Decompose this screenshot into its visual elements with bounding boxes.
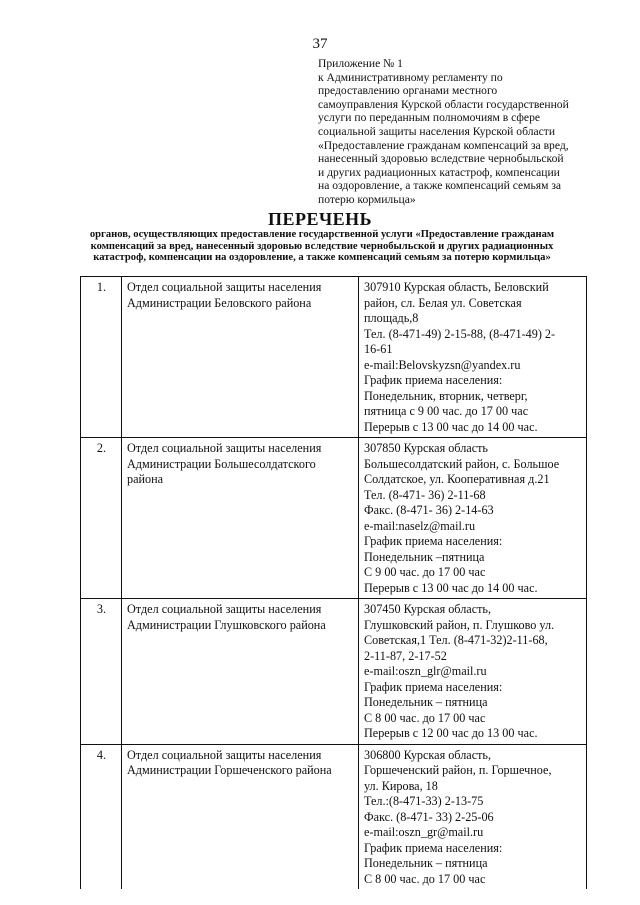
- appendix-line: «Предоставление гражданам компенсаций за вред,: [318, 138, 569, 152]
- table-row: [81, 745, 587, 890]
- agencies-table: [80, 276, 587, 889]
- contact-line: 307910 Курская область, Беловский: [364, 280, 549, 294]
- contact-line: Тел. (8-471-49) 2-15-88, (8-471-49) 2-: [364, 326, 556, 341]
- appendix-line: на оздоровление, а также компенсаций семьям за: [318, 179, 562, 193]
- contact-line: пятница с 9 00 час. до 17 00 час: [364, 404, 529, 418]
- document-title: ПЕРЕЧЕНЬ: [267, 209, 373, 229]
- agency-name-line: района: [127, 472, 164, 486]
- agency-contact-cell: [359, 745, 587, 890]
- contact-line: Факс. (8-471- 36) 2-14-63: [364, 503, 494, 517]
- email-line: e-mail:oszn_gr@mail.ru: [364, 825, 484, 839]
- appendix-line: потерю кормильца»: [318, 192, 416, 206]
- contact-line: площадь,8: [364, 311, 419, 325]
- agency-name-cell: [122, 277, 359, 437]
- contact-line: Перерыв с 13 00 час до 14 00 час.: [364, 419, 538, 434]
- agency-name-line: Администрации Беловского района: [127, 295, 312, 310]
- contact-line: Понедельник, вторник, четверг,: [364, 388, 528, 403]
- agency-name-line: Администрации Горшеченского района: [127, 763, 332, 777]
- appendix-line: предоставлению органами местного: [318, 84, 498, 98]
- contact-line: Понедельник – пятница: [364, 695, 488, 709]
- contact-line: Тел. (8-471- 36) 2-11-68: [364, 487, 486, 502]
- agency-name-line: Отдел социальной защиты населения: [127, 602, 322, 616]
- contact-line: Большесолдатский район, с. Большое: [364, 456, 560, 471]
- contact-line: Факс. (8-471- 33) 2-25-06: [364, 809, 494, 824]
- contact-line: График приема населения:: [364, 679, 503, 694]
- appendix-line: нанесенный здоровью вследствие чернобыльской: [318, 152, 564, 166]
- subtitle-line: органов, осуществляющих предоставление государственной услуги «Предоставление гражданам: [89, 229, 555, 240]
- agency-name-line: Отдел социальной защиты населения: [127, 280, 322, 294]
- email-line: e-mail:Belovskyzsn@yandex.ru: [364, 357, 521, 372]
- contact-line: Понедельник – пятница: [364, 856, 488, 870]
- contact-line: Солдатское, ул. Кооперативная д.21: [364, 472, 550, 486]
- agency-name-cell: [122, 745, 359, 890]
- contact-line: Советская,1 Тел. (8-471-32)2-11-68,: [364, 633, 548, 647]
- email-line: e-mail:oszn_glr@mail.ru: [364, 664, 487, 678]
- contact-line: ул. Кирова, 18: [364, 778, 438, 793]
- agency-name-line: Отдел социальной защиты населения: [127, 747, 322, 762]
- appendix-line: социальной защиты населения Курской области: [318, 124, 556, 138]
- table-row: [81, 438, 587, 599]
- contact-line: 307450 Курская область,: [364, 602, 492, 616]
- row-number: 3.: [81, 599, 122, 744]
- agency-contact-cell: [359, 277, 587, 437]
- contact-line: Тел.:(8-471-33) 2-13-75: [364, 794, 484, 808]
- document-subtitle: [62, 229, 582, 264]
- appendix-header: [318, 57, 580, 207]
- subtitle-line: катастроф, компенсации на оздоровление, а также компенсаций семьям за потерю кормильца»: [93, 252, 551, 264]
- agency-name-cell: [122, 438, 359, 598]
- row-number: 1.: [81, 277, 122, 437]
- table-row: [81, 277, 587, 438]
- agency-name-line: Отдел социальной защиты населения: [127, 441, 322, 455]
- row-number: 4.: [81, 745, 122, 890]
- contact-line: Горшеченский район, п. Горшечное,: [364, 763, 552, 777]
- contact-line: Понедельник –пятница: [364, 549, 485, 564]
- contact-line: район, сл. Белая ул. Советская: [364, 295, 522, 310]
- subtitle-line: компенсаций за вред, нанесенный здоровью вследствие чернобыльской и других радиационных: [90, 240, 554, 252]
- contact-line: График приема населения:: [364, 840, 503, 855]
- page-number: 37: [312, 36, 328, 52]
- contact-line: С 8 00 час. до 17 00 час: [364, 871, 486, 886]
- email-line: e-mail:naselz@mail.ru: [364, 518, 476, 533]
- appendix-line: самоуправления Курской области государственной: [318, 97, 569, 111]
- row-number: 2.: [81, 438, 122, 598]
- contact-line: Глушковский район, п. Глушково ул.: [364, 617, 555, 632]
- contact-line: С 8 00 час. до 17 00 час: [364, 710, 486, 725]
- agency-contact-cell: [359, 438, 587, 598]
- contact-line: 306800 Курская область,: [364, 747, 492, 762]
- appendix-line: услуги по переданным полномочиям в сфере: [318, 111, 541, 125]
- contact-line: Перерыв с 13 00 час до 14 00 час.: [364, 580, 538, 595]
- contact-line: С 9 00 час. до 17 00 час: [364, 565, 486, 579]
- appendix-line: Приложение № 1: [318, 57, 403, 70]
- contact-line: Перерыв с 12 00 час до 13 00 час.: [364, 726, 538, 740]
- contact-line: График приема населения:: [364, 373, 503, 387]
- agency-name-line: Администрации Глушковского района: [127, 617, 326, 632]
- table-row: [81, 599, 587, 745]
- agency-contact-cell: [359, 599, 587, 744]
- contact-line: График приема населения:: [364, 534, 503, 548]
- agency-name-cell: [122, 599, 359, 744]
- contact-line: 2-11-87, 2-17-52: [364, 648, 447, 663]
- contact-line: 16-61: [364, 342, 393, 356]
- contact-line: 307850 Курская область: [364, 441, 488, 455]
- agency-name-line: Администрации Большесолдатского: [127, 456, 316, 471]
- appendix-line: к Административному регламенту по: [318, 70, 503, 84]
- appendix-line: и других радиационных катастроф, компенсации: [318, 165, 560, 179]
